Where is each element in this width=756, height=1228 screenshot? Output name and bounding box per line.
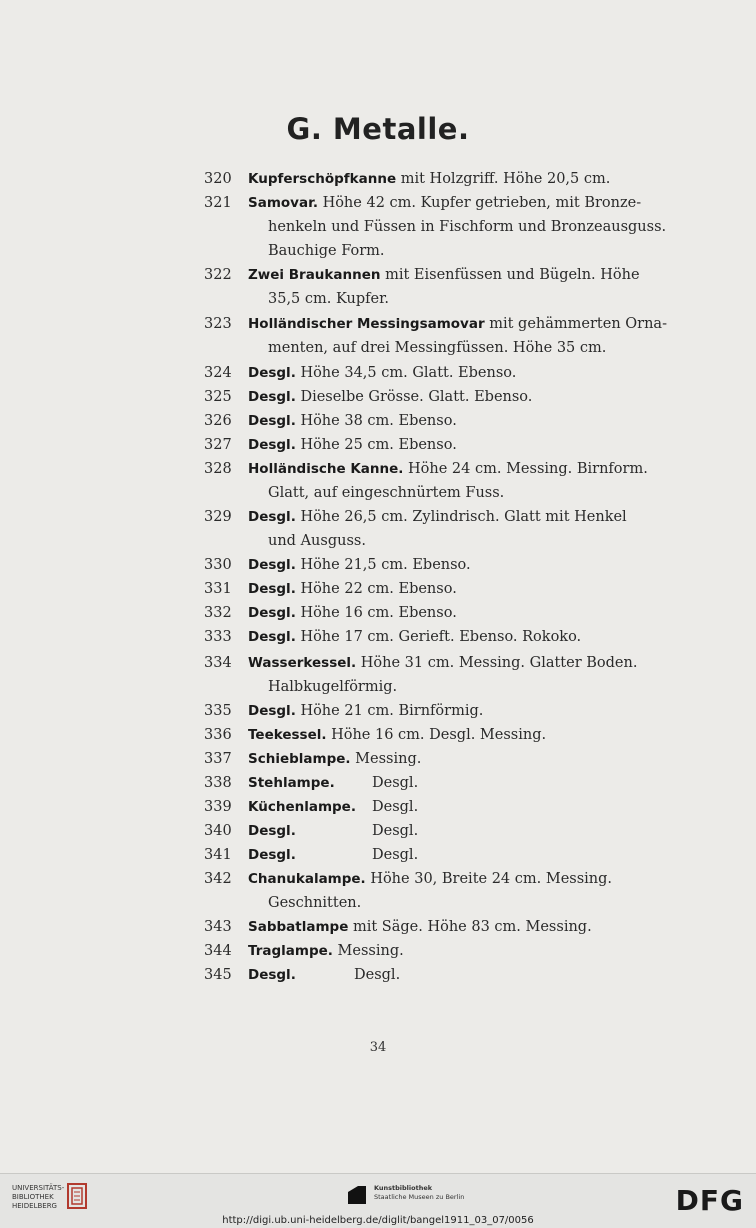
entry-text: Messing. (337, 943, 404, 959)
entry-text: Höhe 34,5 cm. Glatt. Ebenso. (300, 365, 517, 381)
entry-name: Desgl. (248, 413, 296, 429)
entry-name: Desgl. (248, 823, 296, 839)
entry-name: Desgl. (248, 629, 296, 645)
entry-number: 330 (204, 557, 232, 573)
entry-text: mit Säge. Höhe 83 cm. Messing. (352, 919, 592, 935)
entry-name: Desgl. (248, 847, 296, 863)
entry-text: Halbkugelförmig. (268, 679, 398, 695)
entry-name: Kupferschöpfkanne (248, 171, 397, 187)
source-url[interactable]: http://digi.ub.uni-heidelberg.de/diglit/bangel1911_03_07/0056 (222, 1215, 534, 1226)
entry-text: Geschnitten. (268, 895, 362, 911)
entry-number: 327 (204, 437, 232, 453)
entry-number: 334 (204, 655, 232, 671)
entry-text: Höhe 16 cm. Desgl. Messing. (331, 727, 547, 743)
entry-number: 329 (204, 509, 232, 525)
entry-number: 320 (204, 171, 232, 187)
entry-text: Höhe 21,5 cm. Ebenso. (300, 557, 471, 573)
entry-name: Schieblampe. (248, 751, 351, 767)
entry-name: Wasserkessel. (248, 655, 357, 671)
entry-number: 323 (204, 316, 232, 332)
entry-number: 322 (204, 267, 232, 283)
entry-number: 325 (204, 389, 232, 405)
university-line: BIBLIOTHEK (12, 1193, 54, 1201)
entry-number: 342 (204, 871, 232, 887)
entry-number: 343 (204, 919, 232, 935)
entry-name: Desgl. (248, 365, 296, 381)
entry-text: Dieselbe Grösse. Glatt. Ebenso. (300, 389, 533, 405)
entry-name: Traglampe. (248, 943, 333, 959)
kunstbibliothek-icon (346, 1182, 368, 1206)
university-library-label (12, 1184, 64, 1211)
entry-number: 332 (204, 605, 232, 621)
kunstbibliothek-logo (346, 1182, 506, 1212)
entry-text: Höhe 17 cm. Gerieft. Ebenso. Rokoko. (300, 629, 582, 645)
entry-name: Zwei Braukannen (248, 267, 381, 283)
dfg-logo: DFG (675, 1184, 744, 1217)
entry-number: 339 (204, 799, 232, 815)
entry-text: Höhe 38 cm. Ebenso. (300, 413, 457, 429)
entry-number: 321 (204, 195, 232, 211)
entry-name: Desgl. (248, 703, 296, 719)
entry-name: Samovar. (248, 195, 318, 211)
entry-text: Messing. (355, 751, 422, 767)
entry-number: 344 (204, 943, 232, 959)
entry-name: Desgl. (248, 967, 296, 983)
entry-name: Holländische Kanne. (248, 461, 404, 477)
entry-number: 338 (204, 775, 232, 791)
entry-text: Höhe 42 cm. Kupfer getrieben, mit Bronze- (322, 195, 642, 211)
entry-number: 326 (204, 413, 232, 429)
page-heading: G. Metalle. (286, 112, 470, 146)
entry-number: 335 (204, 703, 232, 719)
entry-number: 341 (204, 847, 232, 863)
entry-text: Höhe 21 cm. Birnförmig. (300, 703, 484, 719)
entry-text: menten, auf drei Messingfüssen. Höhe 35 cm. (268, 340, 607, 356)
entry-number: 331 (204, 581, 232, 597)
page-number: 34 (369, 1040, 387, 1055)
entry-text: und Ausguss. (268, 533, 366, 549)
entry-name: Teekessel. (248, 727, 327, 743)
entry-name: Desgl. (248, 389, 296, 405)
entry-number: 340 (204, 823, 232, 839)
entry-text: Desgl. (354, 967, 401, 983)
entry-number: 337 (204, 751, 232, 767)
entry-name: Desgl. (248, 557, 296, 573)
university-logo-icon (66, 1182, 88, 1210)
entry-text: Höhe 22 cm. Ebenso. (300, 581, 457, 597)
entry-text: 35,5 cm. Kupfer. (268, 291, 390, 307)
entry-name: Desgl. (248, 509, 296, 525)
entry-text: Bauchige Form. (268, 243, 385, 259)
museen-label: Staatliche Museen zu Berlin (374, 1193, 465, 1201)
entry-number: 328 (204, 461, 232, 477)
entry-text: Desgl. (372, 847, 419, 863)
digitization-footer (0, 1173, 756, 1228)
entry-text: Desgl. (372, 823, 419, 839)
university-line: HEIDELBERG (12, 1202, 57, 1210)
entry-text: Glatt, auf eingeschnürtem Fuss. (268, 485, 505, 501)
entry-text: mit gehämmerten Orna- (489, 316, 667, 332)
entry-number: 336 (204, 727, 232, 743)
entry-text: Höhe 25 cm. Ebenso. (300, 437, 457, 453)
university-line: UNIVERSITÄTS- (12, 1184, 65, 1192)
entry-name: Desgl. (248, 605, 296, 621)
entry-text: mit Eisenfüssen und Bügeln. Höhe (385, 267, 640, 283)
entry-name: Chanukalampe. (248, 871, 366, 887)
entry-text: Desgl. (372, 799, 419, 815)
entry-number: 333 (204, 629, 232, 645)
entry-text: mit Holzgriff. Höhe 20,5 cm. (400, 171, 611, 187)
kunstbibliothek-label: Kunstbibliothek (374, 1184, 433, 1192)
entry-name: Desgl. (248, 581, 296, 597)
entry-text: Höhe 31 cm. Messing. Glatter Boden. (360, 655, 638, 671)
entry-name: Küchenlampe. (248, 799, 356, 815)
entry-text: Höhe 30, Breite 24 cm. Messing. (370, 871, 613, 887)
entry-name: Holländischer Messingsamovar (248, 316, 485, 332)
entry-text: Desgl. (372, 775, 419, 791)
entry-text: henkeln und Füssen in Fischform und Bronzeausguss. (268, 219, 667, 235)
entry-number: 324 (204, 365, 232, 381)
entry-number: 345 (204, 967, 232, 983)
entry-text: Höhe 16 cm. Ebenso. (300, 605, 457, 621)
entry-text: Höhe 26,5 cm. Zylindrisch. Glatt mit Henkel (300, 509, 627, 525)
entry-text: Höhe 24 cm. Messing. Birnform. (408, 461, 648, 477)
entry-name: Stehlampe. (248, 775, 335, 791)
entry-name: Sabbatlampe (248, 919, 349, 935)
entry-name: Desgl. (248, 437, 296, 453)
